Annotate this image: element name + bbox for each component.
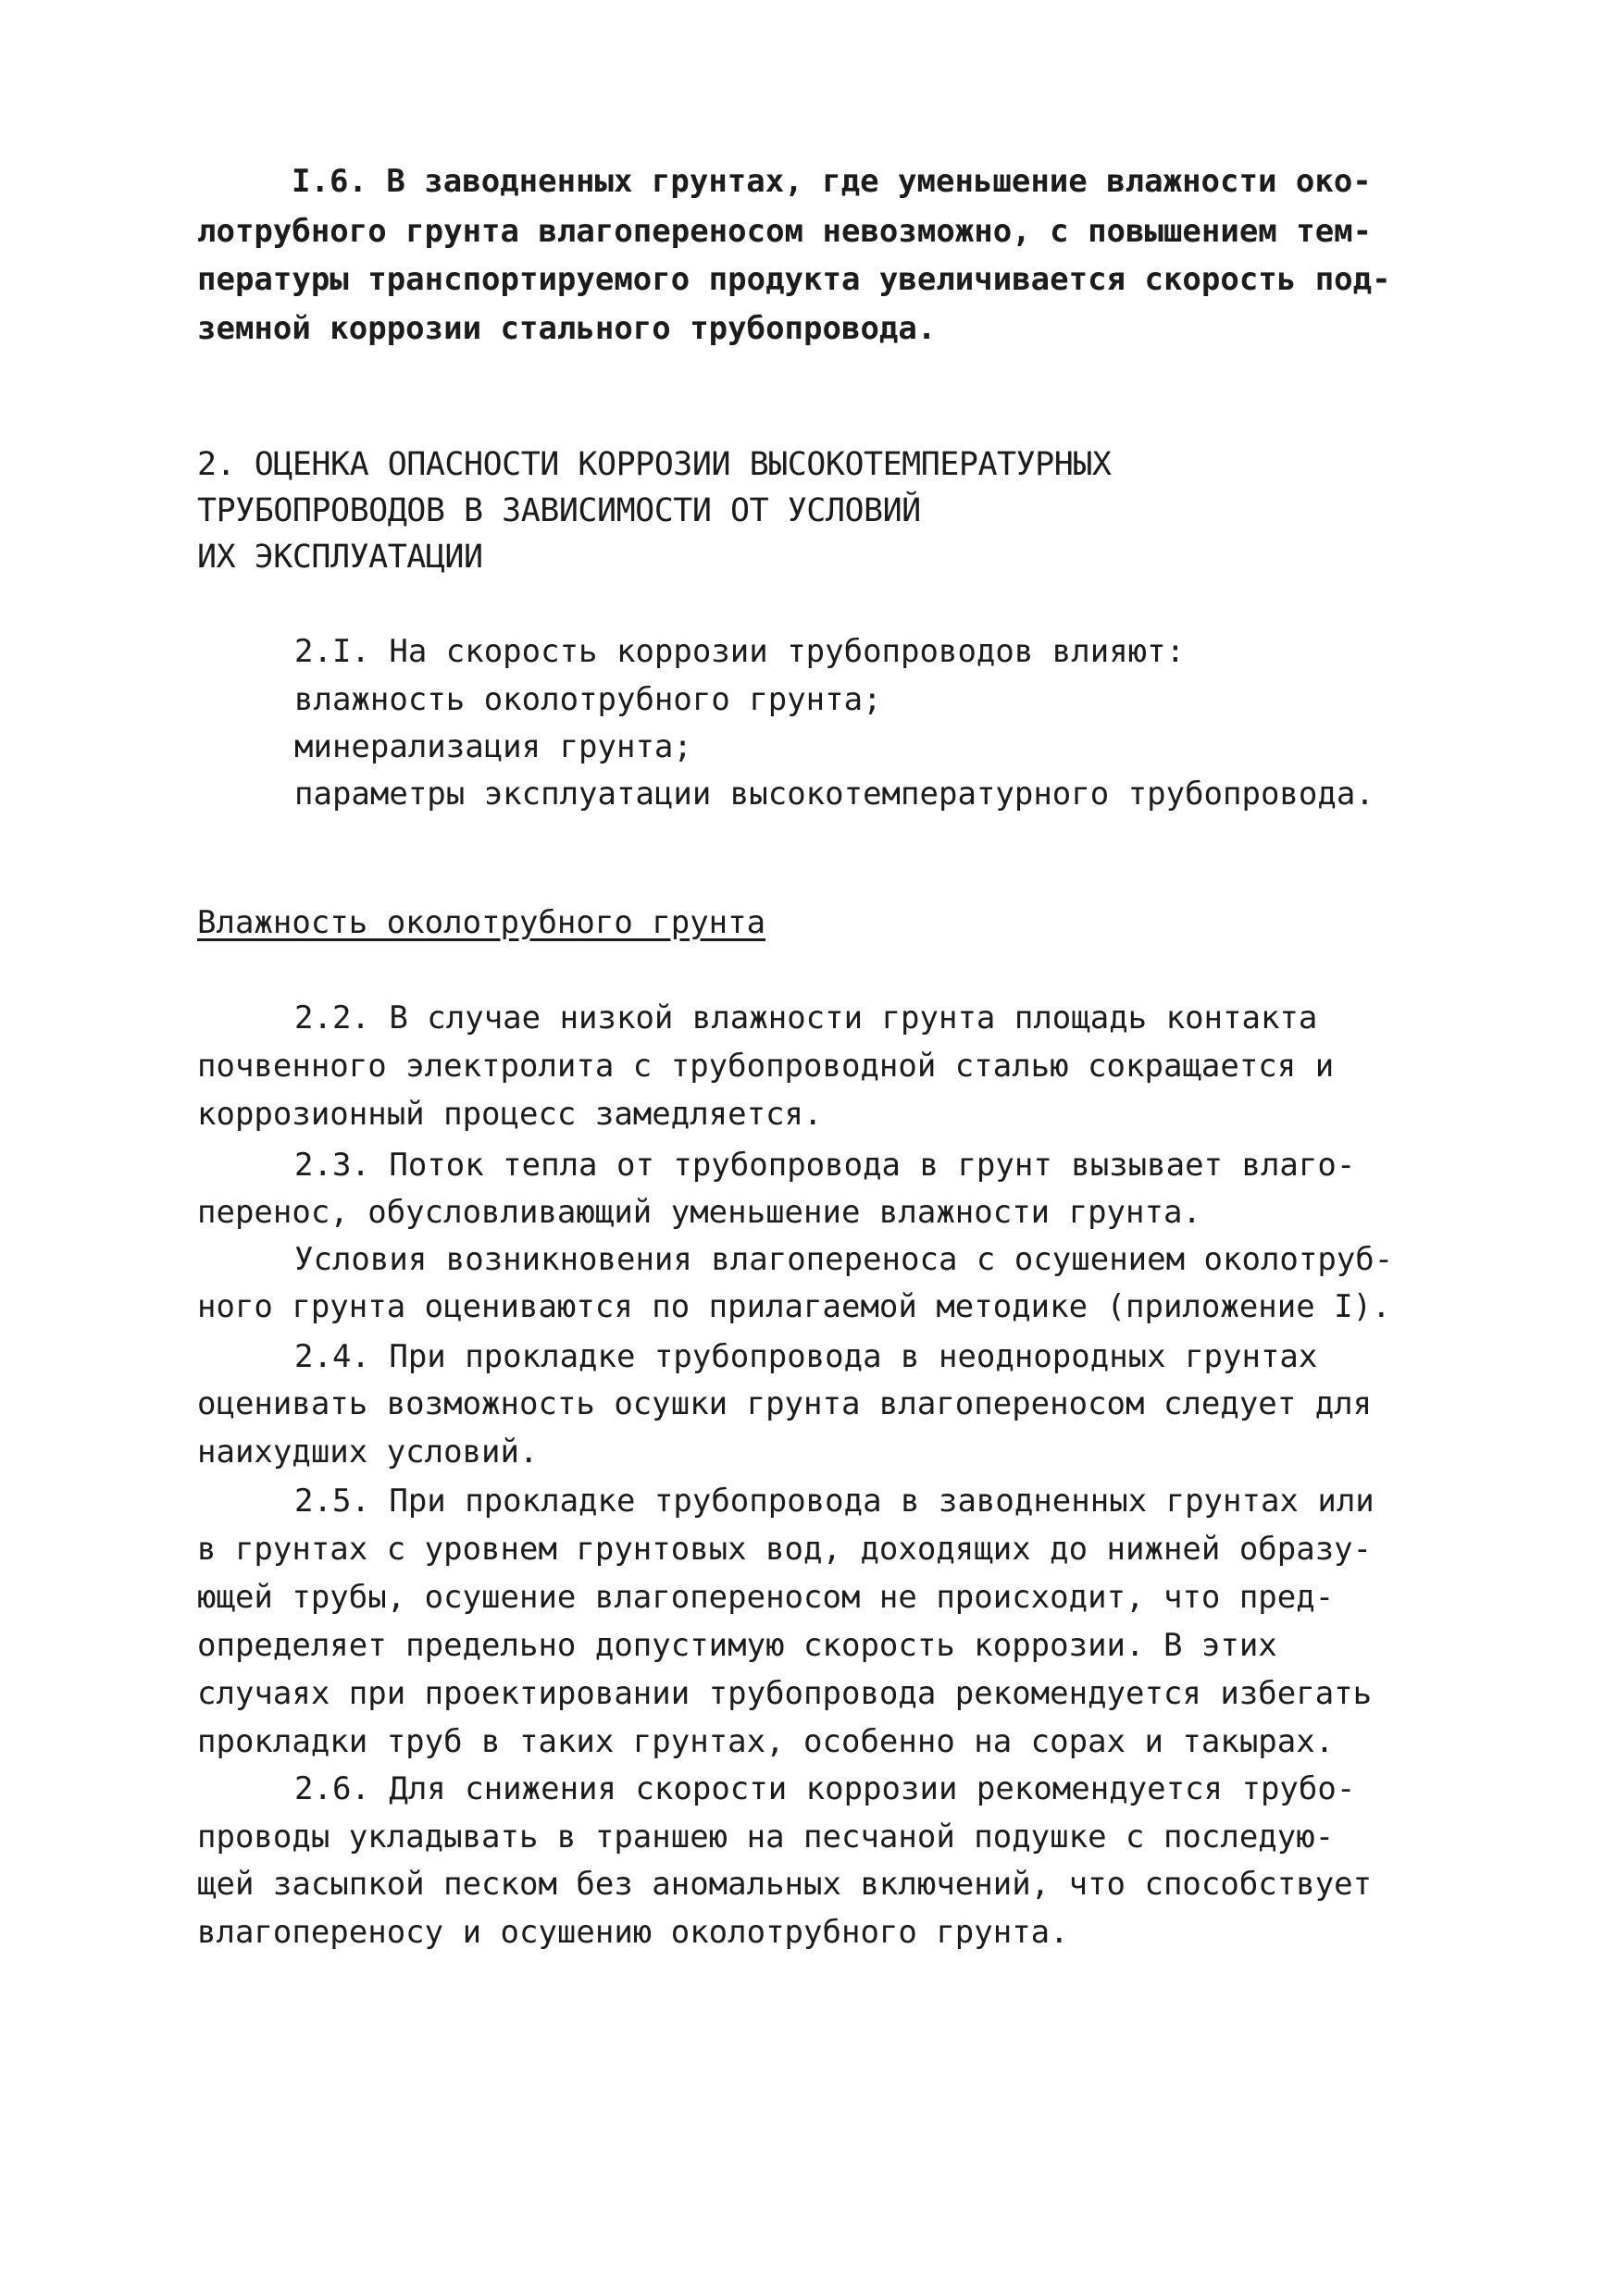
paragraph-2-4-line: 2.4. При прокладке трубопровода в неоднородных грунтах: [294, 1338, 1318, 1375]
paragraph-1-6-line: пературы транспортируемого продукта увеличивается скорость под-: [197, 261, 1391, 298]
paragraph-2-2-line: коррозионный процесс замедляется.: [197, 1096, 823, 1133]
paragraph-2-6-line: 2.6. Для снижения скорости коррозии рекомендуется трубо-: [294, 1770, 1356, 1807]
paragraph-2-3-line: 2.3. Поток тепла от трубопровода в грунт вызывает влаго-: [294, 1147, 1356, 1184]
paragraph-2-1-line: параметры эксплуатации высокотемпературного трубопровода.: [294, 776, 1374, 813]
paragraph-2-5-line: ющей трубы, осушение влагопереносом не происходит, что пред-: [197, 1579, 1335, 1616]
subheading-soil-moisture: Влажность околотрубного грунта: [197, 904, 766, 941]
paragraph-2-5-line: в грунтах с уровнем грунтовых вод, доходящих до нижней образу-: [197, 1531, 1373, 1568]
paragraph-2-3-line: Условия возникновения влагопереноса с осушением околотруб-: [294, 1241, 1394, 1278]
paragraph-2-4-line: наихудших условий.: [197, 1433, 539, 1471]
paragraph-1-6-line: I.6. В заводненных грунтах, где уменьшение влажности око-: [292, 163, 1372, 200]
paragraph-2-2-line: почвенного электролита с трубопроводной сталью сокращается и: [197, 1048, 1335, 1085]
paragraph-2-5-line: 2.5. При прокладке трубопровода в заводненных грунтах или: [294, 1483, 1374, 1520]
paragraph-2-3-line: ного грунта оцениваются по прилагаемой методике (приложение I).: [197, 1288, 1391, 1325]
section-heading-line: ТРУБОПРОВОДОВ В ЗАВИСИМОСТИ ОТ УСЛОВИЙ: [197, 492, 921, 529]
section-heading-line: 2. ОЦЕНКА ОПАСНОСТИ КОРРОЗИИ ВЫСОКОТЕМПЕРАТУРНЫХ: [197, 446, 1112, 483]
paragraph-2-6-line: щей засыпкой песком без аномальных включений, что способствует: [197, 1866, 1373, 1903]
paragraph-2-1-line: 2.I. На скорость коррозии трубопроводов влияют:: [294, 633, 1186, 670]
paragraph-2-4-line: оценивать возможность осушки грунта влагопереносом следует для: [197, 1385, 1373, 1422]
section-heading-line: ИХ ЭКСПЛУАТАЦИИ: [197, 539, 483, 576]
paragraph-1-6-line: лотрубного грунта влагопереносом невозможно, с повышением тем-: [197, 213, 1373, 250]
paragraph-2-6-line: влагопереносу и осушению околотрубного грунта.: [197, 1914, 1069, 1951]
paragraph-2-5-line: случаях при проектировании трубопровода рекомендуется избегать: [197, 1675, 1373, 1712]
paragraph-2-6-line: проводы укладывать в траншею на песчаной подушке с последую-: [197, 1818, 1335, 1855]
paragraph-2-1-line: влажность околотрубного грунта;: [294, 681, 882, 718]
paragraph-2-2-line: 2.2. В случае низкой влажности грунта площадь контакта: [294, 999, 1318, 1036]
paragraph-2-5-line: прокладки труб в таких грунтах, особенно на сорах и такырах.: [197, 1723, 1335, 1760]
paragraph-2-3-line: перенос, обусловливающий уменьшение влажности грунта.: [197, 1194, 1201, 1231]
paragraph-1-6-line: земной коррозии стального трубопровода.: [197, 310, 937, 347]
paragraph-2-1-line: минерализация грунта;: [294, 728, 692, 765]
paragraph-2-5-line: определяет предельно допустимую скорость коррозии. В этих: [197, 1627, 1277, 1664]
